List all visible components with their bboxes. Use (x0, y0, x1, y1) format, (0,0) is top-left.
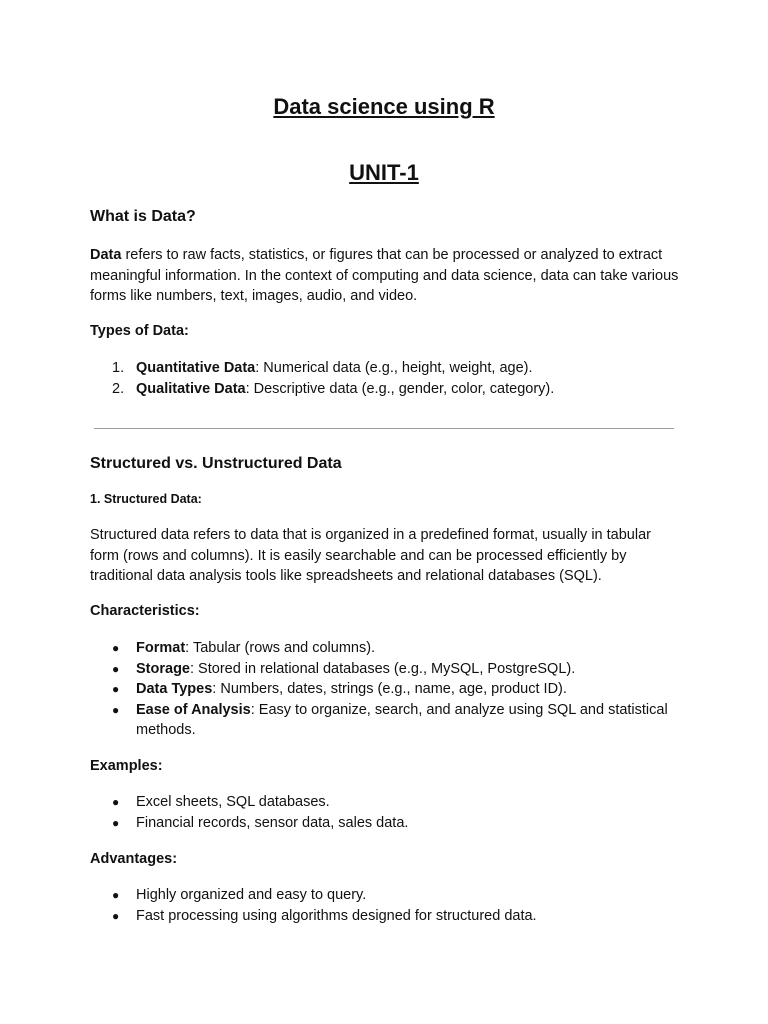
document-title: Data science using R (273, 94, 495, 119)
advantages-heading: Advantages: (90, 851, 178, 867)
list-text: Highly organized and easy to query. (136, 887, 367, 903)
bullet-icon: ● (112, 815, 120, 830)
characteristics-list (90, 638, 680, 741)
list-text: Fast processing using algorithms designed for structured data. (136, 907, 537, 924)
unit-heading: UNIT-1 (349, 160, 419, 185)
types-of-data-heading: Types of Data: (90, 323, 189, 339)
bullet-icon: ● (112, 908, 120, 923)
data-definition: refers to raw facts, statistics, or figures that can be processed or analyzed to extract meaningful information. In the context of computing and data science, data can take various forms like numbers, text, images, audio, and video. (90, 247, 679, 304)
list-item (90, 792, 680, 813)
what-is-data-heading: What is Data? (90, 208, 196, 225)
list-text: : Numerical data (e.g., height, weight, age). (255, 360, 533, 376)
list-item (90, 813, 680, 834)
bullet-icon: ● (112, 702, 120, 717)
list-term: Quantitative Data (136, 360, 256, 376)
bullet-icon: ● (112, 682, 120, 696)
list-item (90, 358, 680, 379)
bullet-icon: ● (112, 888, 120, 902)
bullet-icon: ● (112, 661, 120, 676)
structured-data-subheading: 1. Structured Data: (90, 492, 202, 506)
list-term: Ease of Analysis (136, 701, 251, 718)
list-item (90, 906, 680, 927)
horizontal-divider (94, 428, 674, 429)
list-text: : Descriptive data (e.g., gender, color, category). (245, 380, 555, 397)
bullet-icon: ● (112, 641, 120, 655)
list-term: Data Types (136, 681, 213, 697)
list-number: 1. (112, 360, 125, 376)
structured-data-paragraph: Structured data refers to data that is organized in a predefined format, usually in tabular form (rows and columns). It is easily searchable and can be processed efficiently by traditional data analysis tools like spreadsheets and relational databases (SQL). (90, 527, 651, 584)
list-number: 2. (112, 380, 125, 397)
list-item (90, 659, 680, 680)
list-term: Format (136, 640, 186, 656)
list-term: Storage (136, 660, 190, 677)
list-item (90, 379, 680, 400)
list-term: Qualitative Data (136, 380, 246, 397)
examples-list (90, 792, 680, 833)
list-text: : Tabular (rows and columns). (185, 640, 376, 656)
types-of-data-list (90, 358, 680, 399)
list-item (90, 700, 680, 741)
list-text: Financial records, sensor data, sales data. (136, 814, 409, 831)
list-text: : Numbers, dates, strings (e.g., name, age, product ID). (212, 681, 567, 697)
data-term: Data (90, 247, 122, 263)
characteristics-heading: Characteristics: (90, 603, 200, 619)
bullet-icon: ● (112, 795, 120, 809)
structured-vs-unstructured-heading: Structured vs. Unstructured Data (90, 455, 342, 472)
list-item (90, 638, 680, 659)
list-item (90, 885, 680, 906)
examples-heading: Examples: (90, 758, 163, 774)
list-text: Excel sheets, SQL databases. (136, 794, 330, 810)
advantages-list (90, 885, 680, 926)
list-item (90, 679, 680, 700)
what-is-data-paragraph (90, 245, 680, 307)
list-text: : Stored in relational databases (e.g., MySQL, PostgreSQL). (190, 660, 576, 677)
list-text: : Easy to organize, search, and analyze using SQL and statistical methods. (136, 701, 668, 738)
